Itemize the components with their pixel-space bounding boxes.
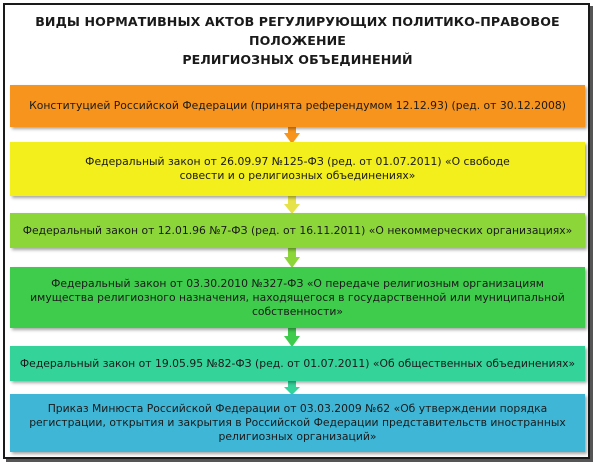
box-law-125-text: Федеральный закон от 26.09.97 №125-ФЗ (ред. от 01.07.2011) «О свободе совести и о религиозных объединениях» bbox=[85, 155, 510, 182]
box-order-62-text: Приказ Минюста Российской Федерации от 03.03.2009 №62 «Об утверждении порядка регистрации, открытия и закрытия в Российской Федерации представительств иностранных религиозных организаций» bbox=[29, 402, 566, 443]
box-law-327 bbox=[10, 267, 585, 328]
box-constitution-text: Конституцией Российской Федерации (принята референдумом 12.12.93) (ред. от 30.12.2008) bbox=[29, 99, 566, 112]
connector-stem-4 bbox=[288, 328, 296, 336]
box-constitution bbox=[10, 85, 585, 127]
title-line-2: РЕЛИГИОЗНЫХ ОБЪЕДИНЕНИЙ bbox=[182, 52, 413, 67]
box-law-82 bbox=[10, 346, 585, 381]
box-law-125 bbox=[10, 142, 585, 196]
connector-stem-3 bbox=[288, 248, 296, 257]
box-law-7 bbox=[10, 213, 585, 248]
diagram-title bbox=[10, 12, 585, 69]
box-law-7-text: Федеральный закон от 12.01.96 №7-ФЗ (ред. от 16.11.2011) «О некоммерческих организациях» bbox=[22, 223, 573, 237]
box-law-327-text: Федеральный закон от 03.30.2010 №327-ФЗ «О передаче религиозным организациям имущества религиозного назначения, находящегося в государственной или муниципальной собственности» bbox=[30, 276, 565, 318]
box-order-62 bbox=[10, 394, 585, 452]
title-line-1: ВИДЫ НОРМАТИВНЫХ АКТОВ РЕГУЛИРУЮЩИХ ПОЛИТИКО-ПРАВОВОЕ ПОЛОЖЕНИЕ bbox=[35, 14, 560, 48]
box-law-82-text: Федеральный закон от 19.05.95 №82-ФЗ (ред. от 01.07.2011) «Об общественных объединениях» bbox=[19, 356, 576, 370]
connector-stem-2 bbox=[288, 196, 296, 204]
